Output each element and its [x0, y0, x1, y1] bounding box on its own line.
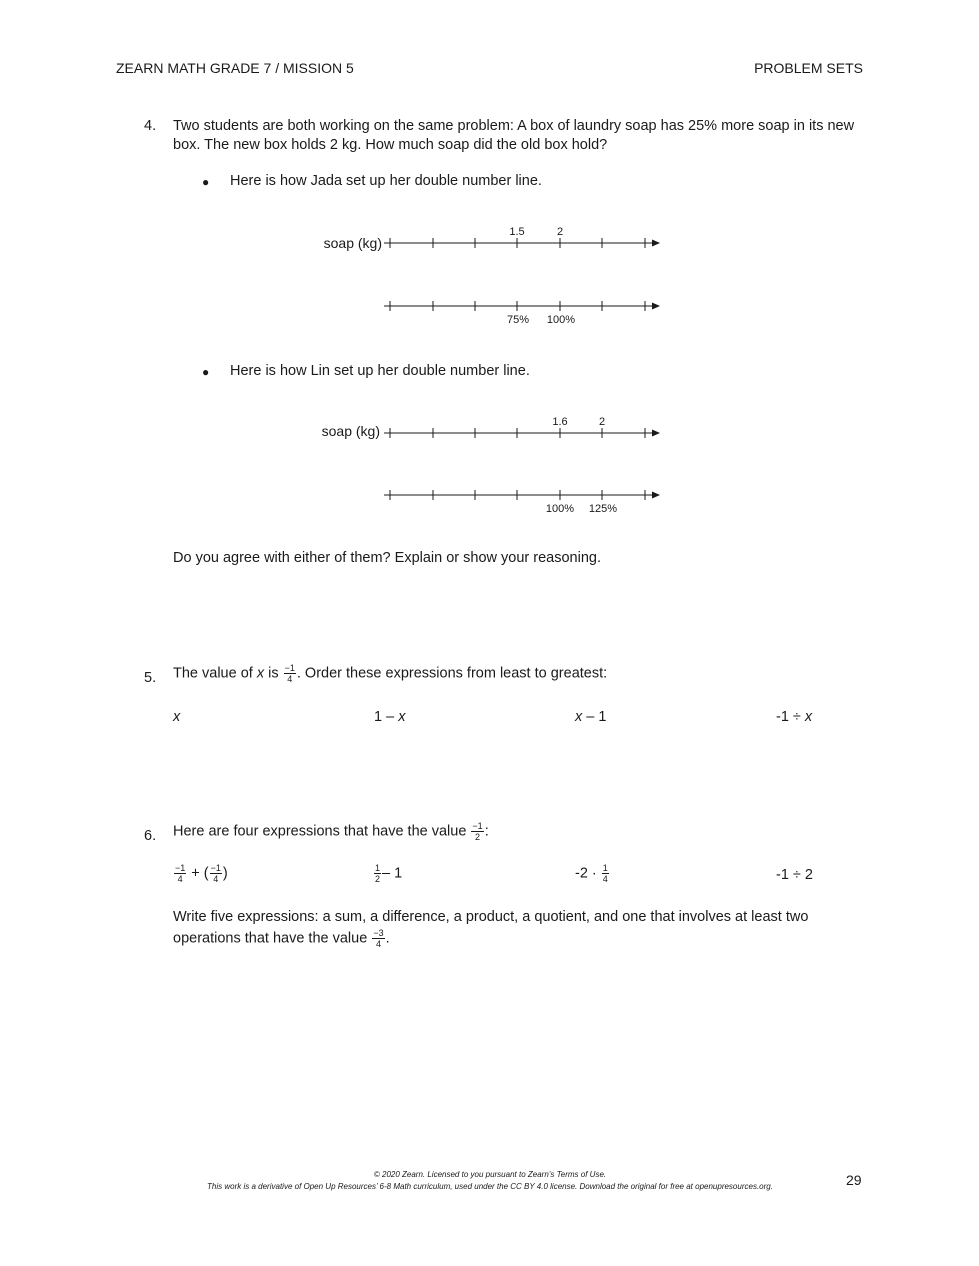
q6-instructions: Write five expressions: a sum, a difference, a product, a quotient, and one that involves at least two operations that have the value $\frac{-3}{4}$ . — [173, 909, 809, 949]
arrow-icon — [652, 303, 660, 310]
header-section: PROBLEM SETS — [754, 60, 863, 76]
lin-top-tick-label: 2 — [598, 416, 606, 428]
q4-prompt: Do you agree with either of them? Explain or show your reasoning. — [173, 550, 601, 566]
q4-line1: Two students are both working on the same problem: A box of laundry soap has 25% more soap in its new — [173, 118, 855, 134]
q6-expr-2: $\frac{1}{2}$ – 1 — [375, 863, 403, 884]
jada-top-tick-label: 2 — [556, 226, 564, 238]
q5-expr-3: x – 1 — [575, 709, 607, 725]
q6-text: Here are four expressions that have the value $\frac{-1}{2}$ : — [173, 821, 489, 842]
lin-top-label: soap (kg) — [321, 423, 380, 439]
q4-text — [173, 117, 873, 155]
q5-expr-2: 1 – x — [374, 709, 406, 725]
q6-expr-1: $\frac{-1}{4}$ + ( $\frac{-1}{4}$ ) — [175, 863, 228, 884]
jada-top-tick-label: 1.5 — [509, 226, 525, 238]
q4-number: 4. — [144, 118, 157, 134]
jada-bottom-tick-label: 100% — [546, 314, 576, 326]
page-number: 29 — [846, 1172, 862, 1188]
q5-expr-1: x — [173, 709, 181, 725]
lin-top-tick-label: 1.6 — [552, 416, 568, 428]
footer-copyright: © 2020 Zearn. Licensed to you pursuant to Zearn’s Terms of Use. — [373, 1170, 607, 1179]
jada-top-label: soap (kg) — [323, 235, 382, 251]
arrow-icon — [652, 430, 660, 437]
fraction: $\frac{-1}{4}$ — [284, 663, 295, 684]
q4-bullet2: Here is how Lin set up her double number line. — [230, 363, 530, 379]
jada-double-number-line — [300, 215, 680, 330]
q5-text: The value of x is $\frac{-1}{4}$ . Order these expressions from least to greatest: — [173, 663, 608, 684]
arrow-icon — [652, 492, 660, 499]
lin-double-number-line — [300, 405, 680, 520]
q6-expr-3: -2 · $\frac{1}{4}$ — [575, 863, 608, 884]
jada-bottom-tick-label: 75% — [506, 314, 530, 326]
q6-expr-4: -1 ÷ 2 — [776, 867, 813, 883]
lin-bottom-tick-label: 100% — [545, 503, 575, 515]
q5-number: 5. — [144, 670, 157, 686]
arrow-icon — [652, 240, 660, 247]
header-title: ZEARN MATH GRADE 7 / MISSION 5 — [116, 60, 354, 76]
bullet-icon: ● — [202, 175, 210, 189]
lin-bottom-tick-label: 125% — [588, 503, 618, 515]
q4-line2: box. The new box holds 2 kg. How much soap did the old box hold? — [173, 137, 608, 153]
fraction: $\frac{-1}{2}$ — [472, 821, 483, 842]
q4-bullet1: Here is how Jada set up her double number line. — [230, 173, 542, 189]
q6-number: 6. — [144, 828, 157, 844]
q5-expr-4: -1 ÷ x — [776, 709, 813, 725]
footer-license: This work is a derivative of Open Up Resources’ 6-8 Math curriculum, used under the CC BY 4.0 license. Download the original for free at openupresources.org. — [207, 1182, 773, 1191]
bullet-icon: ● — [202, 365, 210, 379]
fraction: $\frac{-3}{4}$ — [373, 928, 384, 949]
